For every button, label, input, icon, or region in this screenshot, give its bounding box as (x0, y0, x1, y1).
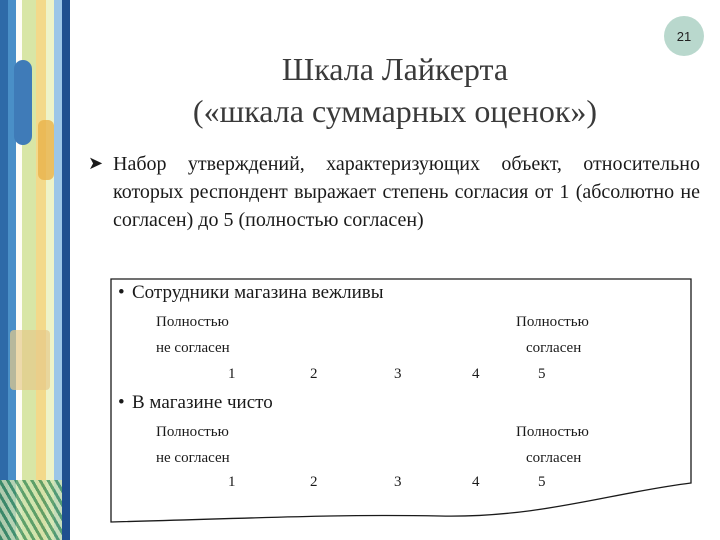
scale-point: 1 (228, 366, 236, 382)
scale-point: 3 (394, 366, 402, 382)
arrow-bullet-icon: ➤ (88, 153, 104, 174)
likert-item (118, 282, 384, 304)
document-frame (110, 278, 692, 528)
dot-bullet-icon: • (118, 282, 125, 303)
decorative-side-band (0, 0, 62, 540)
title-line-2: («шкала суммарных оценок») (192, 93, 598, 129)
left-anchor-label: не согласен (156, 450, 230, 466)
right-anchor-label: согласен (526, 450, 582, 466)
item-statement: Сотрудники магазина вежливы (132, 282, 384, 303)
band-decoration (38, 120, 54, 180)
band-decoration (0, 480, 62, 540)
band-decoration (10, 330, 50, 390)
left-anchor-label: не согласен (156, 340, 230, 356)
scale-point: 1 (228, 474, 236, 490)
scale-point: 2 (310, 474, 318, 490)
band-decoration (14, 60, 32, 145)
left-anchor-label: Полностью (156, 424, 229, 440)
scale-point: 5 (538, 366, 546, 382)
band-stripe (54, 0, 62, 540)
right-anchor-label: Полностью (516, 314, 589, 330)
slide-title (100, 48, 690, 132)
likert-item (118, 392, 273, 414)
title-line-1: Шкала Лайкерта (281, 51, 509, 87)
band-stripe (36, 0, 46, 540)
right-anchor-label: согласен (526, 340, 582, 356)
scale-point: 4 (472, 366, 480, 382)
right-anchor-label: Полностью (516, 424, 589, 440)
main-bullet (88, 150, 700, 234)
scale-point: 3 (394, 474, 402, 490)
band-stripe (0, 0, 8, 540)
side-accent-bar (62, 0, 70, 540)
item-statement: В магазине чисто (132, 392, 273, 413)
scale-point: 2 (310, 366, 318, 382)
bullet-text: Набор утверждений, характеризующих объект, относительно которых респондент выражает степень согласия от 1 (абсолютно не согласен) до 5 (полностью согласен) (113, 153, 700, 231)
scale-point: 5 (538, 474, 546, 490)
scale-point: 4 (472, 474, 480, 490)
dot-bullet-icon: • (118, 392, 125, 413)
band-stripe (46, 0, 54, 540)
left-anchor-label: Полностью (156, 314, 229, 330)
slide-number: 21 (676, 28, 692, 44)
